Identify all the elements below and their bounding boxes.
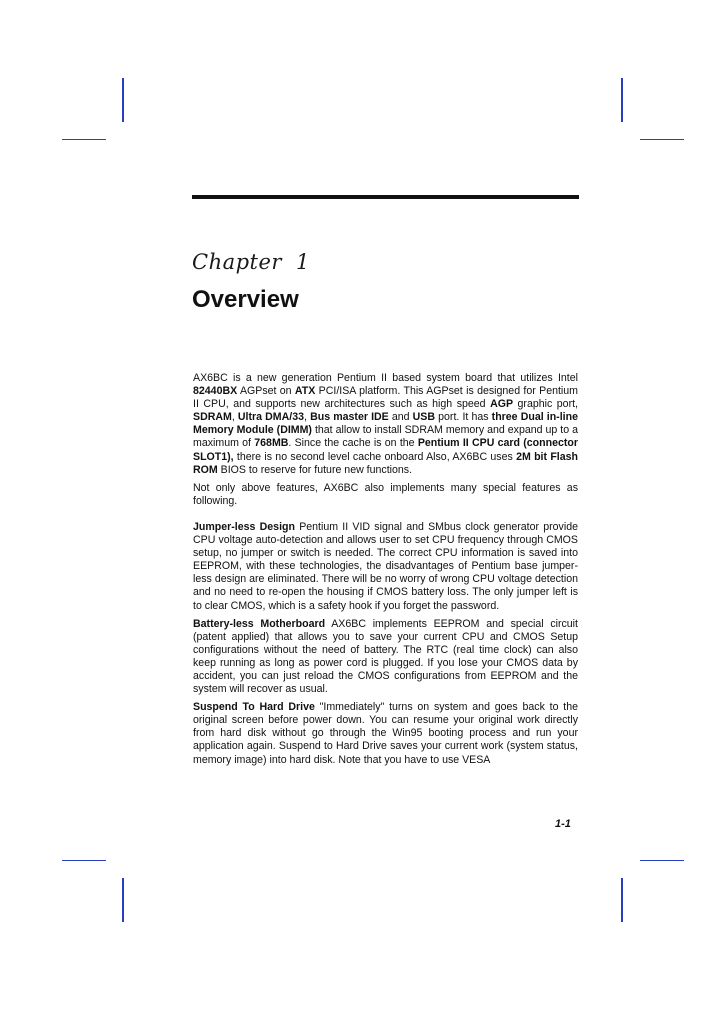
intro-bold: 2M bit Flash ROM — [193, 450, 578, 476]
intro-text: and — [388, 411, 413, 424]
intro-text: that allow to install SDRAM memory and expand up to a maximum of — [193, 424, 578, 450]
feature-battery-less-motherboard — [193, 618, 578, 697]
intro-bold: three Dual in-line Memory Module (DIMM) — [193, 411, 578, 437]
intro-bold: 82440BX — [193, 385, 238, 398]
features-intro-paragraph: Not only above features, AX6BC also implements many special features as following. — [193, 481, 578, 507]
intro-bold: Bus master IDE — [310, 411, 389, 424]
body-text — [193, 372, 578, 767]
intro-bold: SDRAM — [193, 411, 232, 424]
intro-text: AGPset on — [237, 385, 295, 398]
feature-heading: Battery-less Motherboard — [193, 617, 326, 630]
feature-text: AX6BC implements EEPROM and special circuit (patent applied) that allows you to save your current CPU and CMOS Setup configurations without the need of battery. The RTC (real time clock) can also keep running as long as power cord is plugged. If you lose your CMOS data by accident, you can just reload the CMOS configurations from EEPROM and the system will recover as usual. — [193, 617, 578, 696]
intro-text: , — [304, 411, 311, 424]
crop-mark-bottom-left-horizontal — [62, 860, 106, 861]
intro-bold: AGP — [490, 398, 514, 411]
intro-text: BIOS to reserve for future new functions. — [217, 463, 413, 476]
crop-mark-bottom-left-vertical — [122, 878, 124, 922]
intro-bold: ATX — [294, 385, 316, 398]
crop-mark-top-left-vertical — [122, 78, 124, 122]
intro-text: PCI/ISA platform. This AGPset is designed for Pentium II CPU, and supports new architectures such as high speed — [193, 385, 578, 411]
feature-heading: Jumper-less Design — [193, 520, 295, 533]
chapter-number: 1 — [295, 250, 310, 274]
feature-suspend-to-hard-drive — [193, 701, 578, 766]
crop-mark-bottom-right-horizontal — [640, 860, 684, 861]
crop-mark-bottom-right-vertical — [621, 878, 623, 922]
crop-mark-top-left-horizontal — [62, 139, 106, 140]
feature-heading: Suspend To Hard Drive — [193, 701, 315, 714]
intro-bold: USB — [412, 411, 436, 424]
intro-text: , — [231, 411, 238, 424]
intro-bold: 768MB — [254, 437, 289, 450]
feature-text: Pentium II VID signal and SMbus clock generator provide CPU voltage auto-detection and allows user to set CPU frequency through CMOS setup, no jumper or switch is needed. The correct CPU information is saved into EEPROM, with these technologies, the disadvantages of Pentium base jumper-less design are eliminated. There will be no worry of wrong CPU voltage detection and no need to re-open the housing if CMOS battery loss. The only jumper left is to clear CMOS, which is a safety hook if you forget the password. — [193, 520, 578, 612]
chapter-rule — [192, 195, 579, 199]
intro-text: . Since the cache is on the — [288, 437, 418, 450]
page-title: Overview — [192, 286, 299, 313]
chapter-label: Chapter — [192, 250, 282, 274]
intro-bold: Pentium II CPU card (connector SLOT1), — [193, 437, 578, 463]
intro-text: graphic port, — [513, 398, 578, 411]
intro-text: AX6BC is a new generation Pentium II based system board that utilizes Intel — [193, 372, 578, 384]
intro-paragraph — [193, 372, 578, 477]
crop-mark-top-right-horizontal — [640, 139, 684, 140]
feature-jumper-less-design — [193, 521, 578, 613]
chapter-heading — [192, 250, 310, 274]
crop-mark-top-right-vertical — [621, 78, 623, 122]
page-number: 1-1 — [555, 818, 571, 830]
intro-text: port. It has — [435, 411, 492, 424]
intro-bold: Ultra DMA/33 — [237, 411, 305, 424]
intro-text: there is no second level cache onboard Also, AX6BC uses — [233, 450, 517, 463]
feature-text: "Immediately" turns on system and goes back to the original screen before power down. You can resume your original work directly from hard disk without go through the Win95 booting process and run your application again. Suspend to Hard Drive saves your current work (system status, memory image) into hard disk. Note that you have to use VESA — [193, 701, 578, 766]
